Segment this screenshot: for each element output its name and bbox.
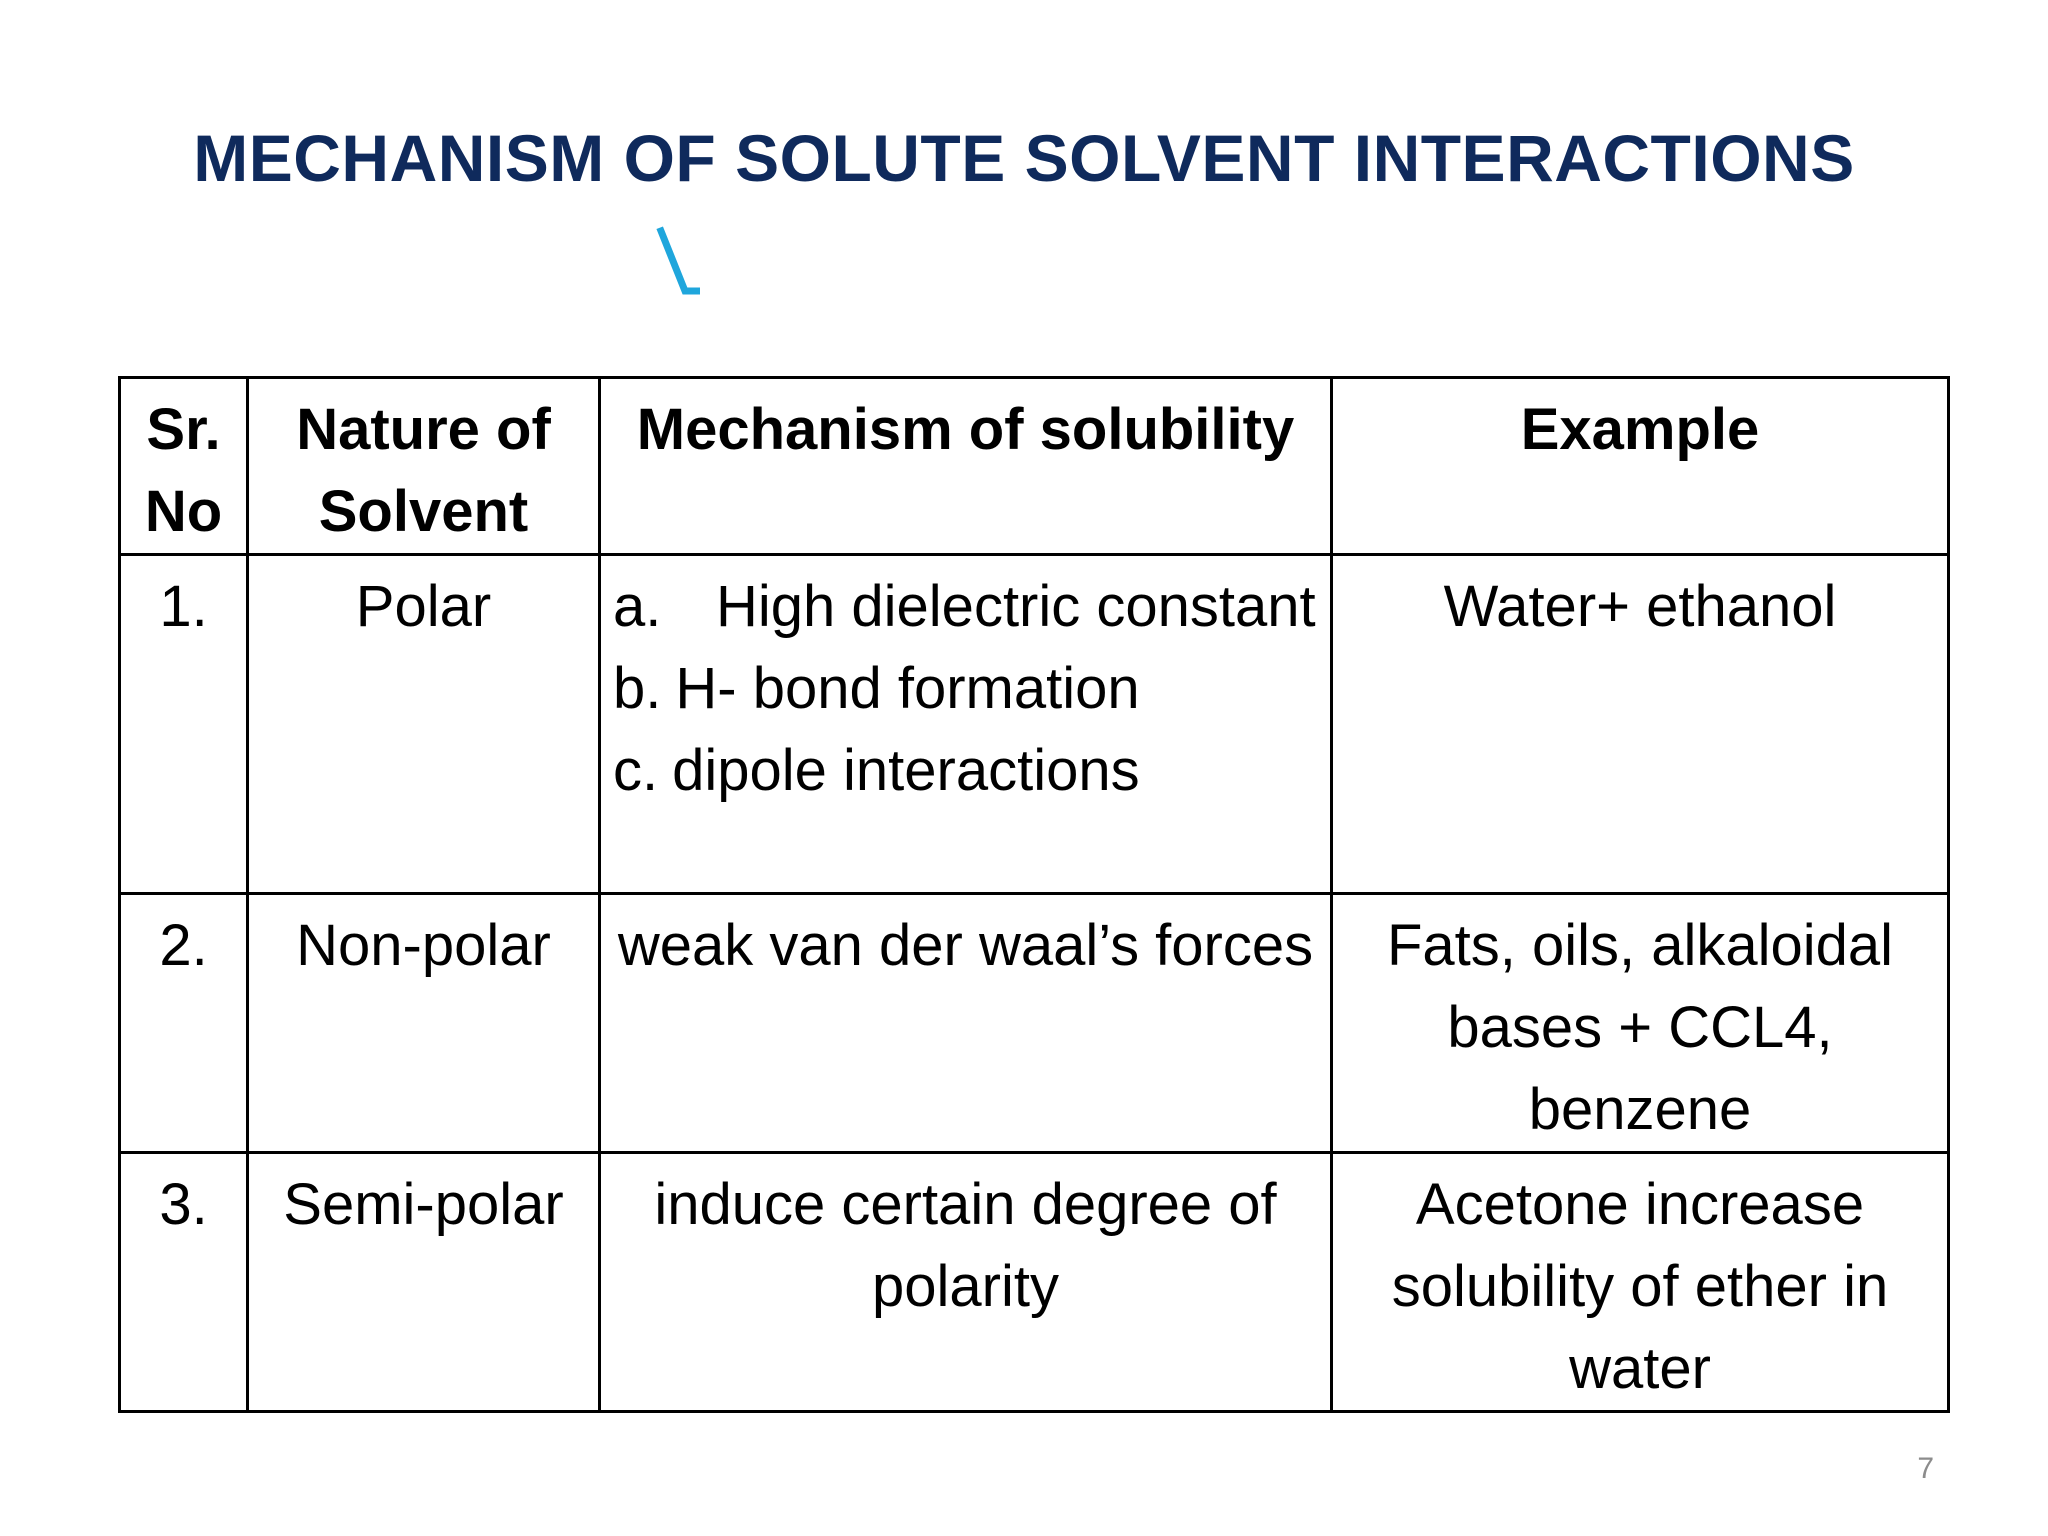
list-marker: b. <box>613 656 662 721</box>
table-header-row <box>120 378 1949 555</box>
list-item-text: H- bond formation <box>675 656 1140 721</box>
solvent-interactions-table <box>118 376 1950 1413</box>
table-row <box>120 894 1949 1153</box>
row-sr-no: 3. <box>120 1153 248 1412</box>
list-item-text: dipole interactions <box>672 738 1140 803</box>
mechanism-list <box>613 566 1318 812</box>
header-mechanism: Mechanism of solubility <box>600 378 1332 555</box>
header-example: Example <box>1332 378 1949 555</box>
table-row <box>120 1153 1949 1412</box>
row-example: Water+ ethanol <box>1332 555 1949 894</box>
list-marker: c. <box>613 738 659 803</box>
header-nature-of-solvent: Nature of Solvent <box>248 378 600 555</box>
mechanism-list-item <box>613 730 1318 812</box>
mechanism-list-item <box>613 566 1318 648</box>
row-nature: Non-polar <box>248 894 600 1153</box>
header-sr-no: Sr. No <box>120 378 248 555</box>
row-mechanism <box>600 555 1332 894</box>
row-mechanism: induce certain degree of polarity <box>600 1153 1332 1412</box>
row-sr-no: 2. <box>120 894 248 1153</box>
list-item-text: High dielectric constant <box>716 574 1316 639</box>
slide-title: MECHANISM OF SOLUTE SOLVENT INTERACTIONS <box>193 121 1855 195</box>
row-nature: Semi-polar <box>248 1153 600 1412</box>
list-marker: a. <box>613 574 662 639</box>
row-nature: Polar <box>248 555 600 894</box>
mechanism-list-item <box>613 648 1318 730</box>
row-example: Fats, oils, alkaloidal bases + CCL4, benzene <box>1332 894 1949 1153</box>
row-mechanism: weak van der waal’s forces <box>600 894 1332 1153</box>
row-example: Acetone increase solubility of ether in water <box>1332 1153 1949 1412</box>
page-number: 7 <box>1917 1452 1934 1485</box>
table-row <box>120 555 1949 894</box>
pen-cursor-icon <box>655 225 700 301</box>
row-sr-no: 1. <box>120 555 248 894</box>
